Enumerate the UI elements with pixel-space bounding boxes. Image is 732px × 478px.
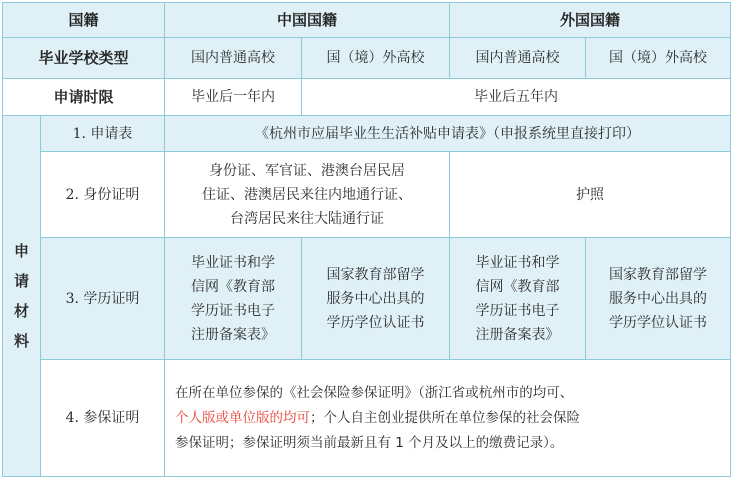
side-char: 材 [13,302,29,320]
deadline-row [3,79,731,116]
education-line: 注册备案表》 [191,326,276,343]
education-label: 3. 学历证明 [41,238,165,360]
school-type-value: 国（境）外高校 [302,38,450,79]
school-type-value: 国（境）外高校 [586,38,731,79]
identity-domestic-docs [165,152,450,238]
nationality-header: 国籍 [3,3,165,38]
education-row [3,238,731,360]
form-value: 《杭州市应届毕业生生活补贴申请表》（申报系统里直接打印） [165,116,731,152]
education-line: 学历学位认证书 [609,314,708,331]
header-row [3,3,731,38]
education-line: 毕业证书和学 [191,254,276,271]
insurance-label: 4. 参保证明 [41,360,165,477]
education-line: 信网《教育部 [191,278,276,295]
insurance-line-rest: ；个人自主创业提供所在单位参保的社会保险 [310,409,581,426]
education-line: 服务中心出具的 [326,290,425,307]
identity-foreign-doc: 护照 [450,152,731,238]
identity-line: 身份证、军官证、港澳台居民居 [209,162,406,179]
education-line: 国家教育部留学 [609,266,708,283]
form-label: 1. 申请表 [41,116,165,152]
education-line: 注册备案表》 [475,326,560,343]
materials-side-label [3,116,41,477]
deadline-label: 申请时限 [3,79,165,116]
chinese-nationality-header: 中国国籍 [165,3,450,38]
school-type-value: 国内普通高校 [165,38,302,79]
education-overseas-cert [586,238,731,360]
side-char: 请 [13,272,29,290]
education-line: 学历证书电子 [475,302,560,319]
education-overseas-cert [302,238,450,360]
insurance-line: 在所在单位参保的《社会保险参保证明》（浙江省或杭州市的均可、 [175,384,574,401]
education-domestic-cert [165,238,302,360]
education-line: 信网《教育部 [475,278,560,295]
insurance-requirements [165,360,731,477]
deadline-domestic: 毕业后一年内 [165,79,302,116]
insurance-line: 参保证明；参保证明须当前最新且有 1 个月及以上的缴费记录）。 [175,434,564,451]
side-char: 料 [13,332,29,350]
identity-row [3,152,731,238]
education-domestic-cert [450,238,586,360]
form-row [3,116,731,152]
school-type-value: 国内普通高校 [450,38,586,79]
insurance-line [175,406,726,431]
education-line: 毕业证书和学 [475,254,560,271]
foreign-nationality-header: 外国国籍 [450,3,731,38]
education-line: 学历学位认证书 [326,314,425,331]
side-char: 申 [13,242,29,260]
school-type-label: 毕业学校类型 [3,38,165,79]
insurance-row [3,360,731,477]
deadline-other: 毕业后五年内 [302,79,731,116]
education-line: 学历证书电子 [191,302,276,319]
education-line: 国家教育部留学 [326,266,425,283]
identity-line: 台湾居民来往大陆通行证 [230,210,385,227]
insurance-highlight: 个人版或单位版的均可 [175,409,311,426]
identity-label: 2. 身份证明 [41,152,165,238]
school-type-row [3,38,731,79]
education-line: 服务中心出具的 [609,290,708,307]
subsidy-requirements-table [2,2,731,477]
identity-line: 住证、港澳居民来往内地通行证、 [202,186,413,203]
